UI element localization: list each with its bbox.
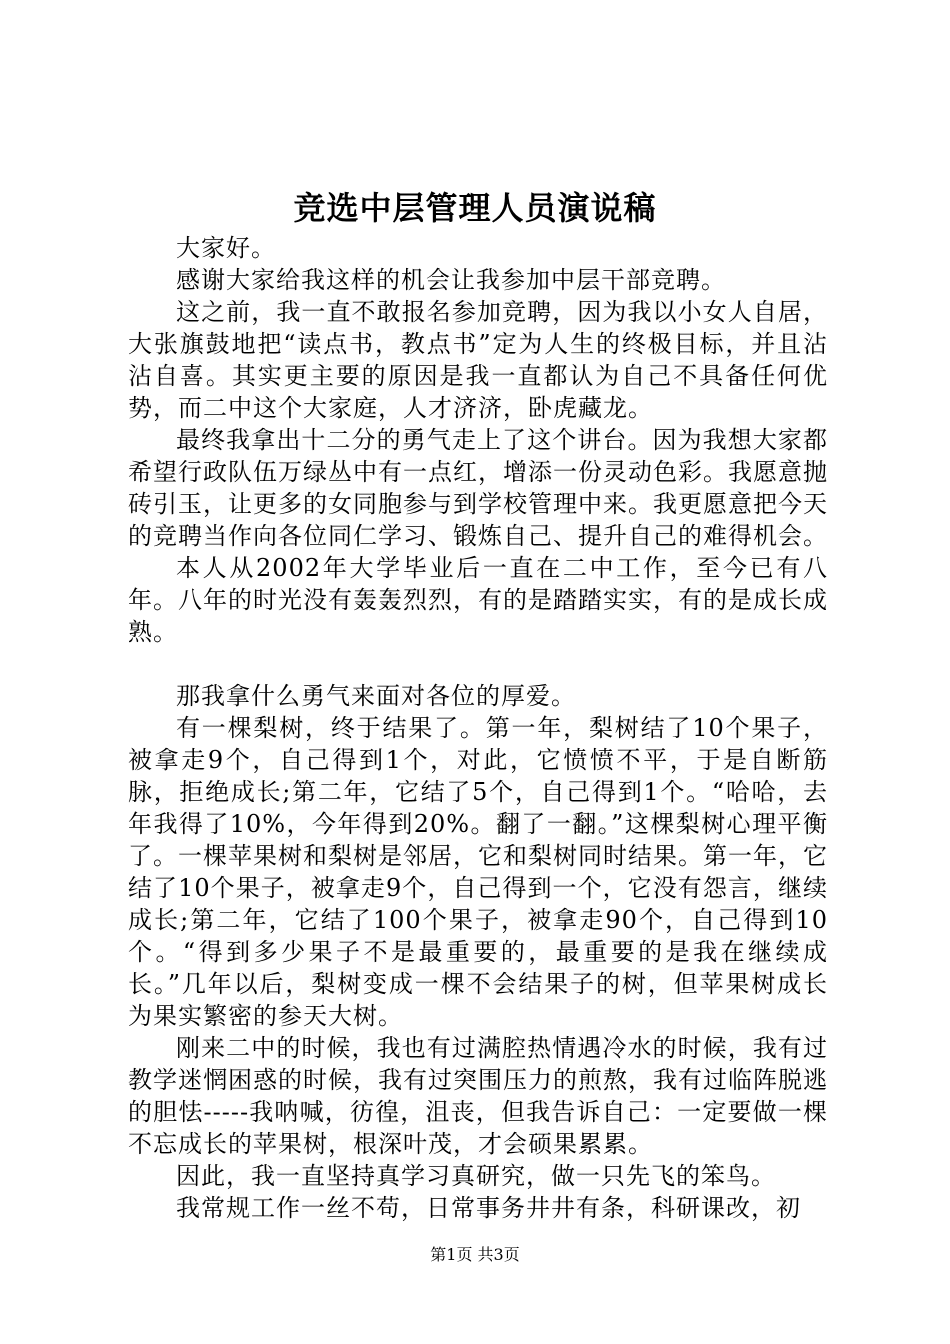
page-footer: 第1页 共3页 xyxy=(430,1245,520,1264)
paragraph-therefore: 因此，我一直坚持真学习真研究，做一只先飞的笨鸟。 xyxy=(176,1162,776,1190)
paragraph-greeting: 大家好。 xyxy=(176,234,276,262)
paragraph-spacer xyxy=(128,648,828,680)
paragraph-thanks: 感谢大家给我这样的机会让我参加中层干部竞聘。 xyxy=(176,266,726,294)
paragraph-before: 这之前，我一直不敢报名参加竞聘，因为我以小女人自居，大张旗鼓地把“读点书，教点书”定为人生的终极目标，并且沾沾自喜。其实更主要的原因是我一直都认为自己不具备任何优势，而二中这个大家庭，人才济济，卧虎藏龙。 xyxy=(128,298,828,422)
document-title: 竞选中层管理人员演说稿 xyxy=(293,189,657,227)
paragraph-background: 本人从2002年大学毕业后一直在二中工作，至今已有八年。八年的时光没有轰轰烈烈，有的是踏踏实实，有的是成长成熟。 xyxy=(128,554,828,646)
document-body xyxy=(128,232,828,1224)
paragraph-parable: 有一棵梨树，终于结果了。第一年，梨树结了10个果子，被拿走9个，自己得到1个，对此，它愤愤不平，于是自断筋脉，拒绝成长;第二年，它结了5个，自己得到1个。“哈哈，去年我得了10%，今年得到20%。翻了一翻。”这棵梨树心理平衡了。一棵苹果树和梨树是邻居，它和梨树同时结果。第一年，它结了10个果子，被拿走9个，自己得到一个，它没有怨言，继续成长;第二年，它结了100个果子，被拿走90个，自己得到10个。“得到多少果子不是最重要的，最重要的是我在继续成长。”几年以后，梨树变成一棵不会结果子的树，但苹果树成长为果实繁密的参天大树。 xyxy=(128,714,828,1030)
paragraph-work: 我常规工作一丝不苟，日常事务井井有条，科研课改，初 xyxy=(176,1194,801,1222)
paragraph-courage: 最终我拿出十二分的勇气走上了这个讲台。因为我想大家都希望行政队伍万绿丛中有一点红，增添一份灵动色彩。我愿意抛砖引玉，让更多的女同胞参与到学校管理中来。我更愿意把今天的竞聘当作向各位同仁学习、锻炼自己、提升自己的难得机会。 xyxy=(128,426,828,550)
paragraph-question: 那我拿什么勇气来面对各位的厚爱。 xyxy=(176,682,576,710)
paragraph-experience: 刚来二中的时候，我也有过满腔热情遇冷水的时候，我有过教学迷惘困惑的时候，我有过突围压力的煎熬，我有过临阵脱逃的胆怯-----我呐喊，彷徨，沮丧，但我告诉自己：一定要做一棵不忘成长的苹果树，根深叶茂，才会硕果累累。 xyxy=(128,1034,828,1158)
